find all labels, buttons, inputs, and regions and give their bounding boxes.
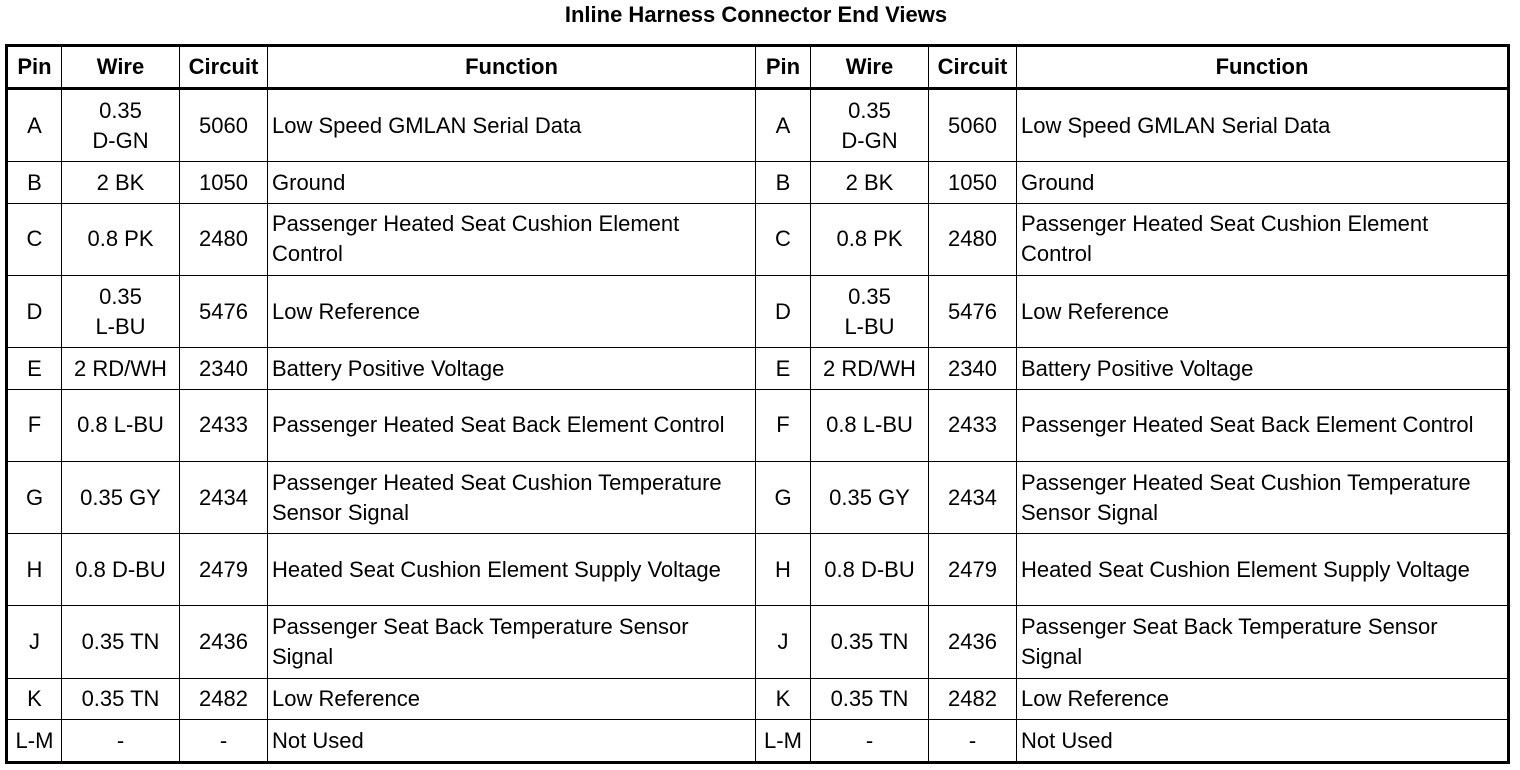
cell-pin-right: B <box>756 162 811 204</box>
cell-pin-right: A <box>756 89 811 162</box>
table-row <box>7 203 1509 275</box>
cell-wire-right: 0.8 D-BU <box>811 534 929 606</box>
cell-circuit: 2436 <box>180 606 268 678</box>
cell-pin-right: F <box>756 389 811 461</box>
table-row <box>7 462 1509 534</box>
cell-pin-right: C <box>756 203 811 275</box>
cell-wire: 0.8 D-BU <box>62 534 180 606</box>
cell-circuit-right: - <box>929 720 1017 763</box>
cell-wire-right: 0.8 L-BU <box>811 389 929 461</box>
header-row <box>7 46 1509 89</box>
cell-function-right: Heated Seat Cushion Element Supply Voltage <box>1017 534 1509 606</box>
cell-pin-right: L-M <box>756 720 811 763</box>
cell-circuit-right: 2479 <box>929 534 1017 606</box>
cell-circuit-right: 2340 <box>929 348 1017 390</box>
cell-function: Low Reference <box>268 678 756 720</box>
cell-circuit-right: 2434 <box>929 462 1017 534</box>
cell-pin: J <box>7 606 62 678</box>
cell-function-right: Passenger Heated Seat Cushion Element Control <box>1017 203 1509 275</box>
cell-pin: F <box>7 389 62 461</box>
cell-circuit: 2340 <box>180 348 268 390</box>
header-function: Function <box>268 46 756 89</box>
cell-wire: 2 BK <box>62 162 180 204</box>
cell-circuit: 2433 <box>180 389 268 461</box>
cell-circuit: 2434 <box>180 462 268 534</box>
header-circuit: Circuit <box>180 46 268 89</box>
cell-wire-right: 0.8 PK <box>811 203 929 275</box>
cell-wire: 0.8 L-BU <box>62 389 180 461</box>
cell-function: Passenger Seat Back Temperature Sensor Signal <box>268 606 756 678</box>
cell-wire-right: - <box>811 720 929 763</box>
cell-circuit: 5060 <box>180 89 268 162</box>
cell-function: Not Used <box>268 720 756 763</box>
cell-circuit-right: 2482 <box>929 678 1017 720</box>
header-wire-right: Wire <box>811 46 929 89</box>
cell-wire: 0.35 L-BU <box>62 276 180 348</box>
header-pin-right: Pin <box>756 46 811 89</box>
cell-pin-right: E <box>756 348 811 390</box>
cell-function-right: Not Used <box>1017 720 1509 763</box>
connector-table <box>5 44 1510 764</box>
table-row <box>7 720 1509 763</box>
cell-function: Low Reference <box>268 276 756 348</box>
cell-pin-right: G <box>756 462 811 534</box>
cell-circuit: 2480 <box>180 203 268 275</box>
cell-pin: E <box>7 348 62 390</box>
cell-function: Passenger Heated Seat Back Element Control <box>268 389 756 461</box>
cell-circuit-right: 1050 <box>929 162 1017 204</box>
cell-pin-right: J <box>756 606 811 678</box>
cell-pin: D <box>7 276 62 348</box>
table-row <box>7 276 1509 348</box>
table-row <box>7 162 1509 204</box>
cell-circuit: 5476 <box>180 276 268 348</box>
cell-function-right: Passenger Heated Seat Back Element Control <box>1017 389 1509 461</box>
cell-pin: B <box>7 162 62 204</box>
cell-circuit-right: 2436 <box>929 606 1017 678</box>
cell-function: Passenger Heated Seat Cushion Element Control <box>268 203 756 275</box>
table-row <box>7 389 1509 461</box>
cell-circuit: 2479 <box>180 534 268 606</box>
table-row <box>7 89 1509 162</box>
cell-circuit-right: 2433 <box>929 389 1017 461</box>
table-body <box>7 89 1509 763</box>
cell-function: Ground <box>268 162 756 204</box>
cell-function: Heated Seat Cushion Element Supply Voltage <box>268 534 756 606</box>
header-pin: Pin <box>7 46 62 89</box>
table-row <box>7 534 1509 606</box>
cell-wire: 0.35 GY <box>62 462 180 534</box>
page-title: Inline Harness Connector End Views <box>564 2 948 27</box>
cell-function-right: Low Speed GMLAN Serial Data <box>1017 89 1509 162</box>
cell-function-right: Passenger Heated Seat Cushion Temperature Sensor Signal <box>1017 462 1509 534</box>
cell-wire: 0.35 TN <box>62 606 180 678</box>
cell-pin: A <box>7 89 62 162</box>
cell-pin: L-M <box>7 720 62 763</box>
cell-function: Battery Positive Voltage <box>268 348 756 390</box>
cell-pin: H <box>7 534 62 606</box>
table-row <box>7 348 1509 390</box>
cell-function-right: Passenger Seat Back Temperature Sensor Signal <box>1017 606 1509 678</box>
cell-wire-right: 0.35 TN <box>811 606 929 678</box>
cell-function-right: Battery Positive Voltage <box>1017 348 1509 390</box>
cell-function-right: Low Reference <box>1017 276 1509 348</box>
table-row <box>7 678 1509 720</box>
header-circuit-right: Circuit <box>929 46 1017 89</box>
cell-function-right: Ground <box>1017 162 1509 204</box>
cell-pin-right: K <box>756 678 811 720</box>
cell-pin: K <box>7 678 62 720</box>
cell-wire-right: 0.35 L-BU <box>811 276 929 348</box>
cell-circuit-right: 5060 <box>929 89 1017 162</box>
cell-wire-right: 0.35 GY <box>811 462 929 534</box>
cell-circuit: 1050 <box>180 162 268 204</box>
cell-circuit: - <box>180 720 268 763</box>
header-wire: Wire <box>62 46 180 89</box>
header-function-right: Function <box>1017 46 1509 89</box>
cell-wire-right: 2 BK <box>811 162 929 204</box>
cell-function: Passenger Heated Seat Cushion Temperature Sensor Signal <box>268 462 756 534</box>
cell-wire: 0.8 PK <box>62 203 180 275</box>
cell-pin-right: H <box>756 534 811 606</box>
cell-function-right: Low Reference <box>1017 678 1509 720</box>
cell-wire-right: 2 RD/WH <box>811 348 929 390</box>
cell-pin: G <box>7 462 62 534</box>
cell-wire: 0.35 D-GN <box>62 89 180 162</box>
cell-pin: C <box>7 203 62 275</box>
cell-wire: 0.35 TN <box>62 678 180 720</box>
cell-wire: 2 RD/WH <box>62 348 180 390</box>
cell-circuit-right: 2480 <box>929 203 1017 275</box>
cell-wire-right: 0.35 D-GN <box>811 89 929 162</box>
cell-pin-right: D <box>756 276 811 348</box>
cell-circuit-right: 5476 <box>929 276 1017 348</box>
table-row <box>7 606 1509 678</box>
cell-wire-right: 0.35 TN <box>811 678 929 720</box>
cell-wire: - <box>62 720 180 763</box>
cell-circuit: 2482 <box>180 678 268 720</box>
cell-function: Low Speed GMLAN Serial Data <box>268 89 756 162</box>
